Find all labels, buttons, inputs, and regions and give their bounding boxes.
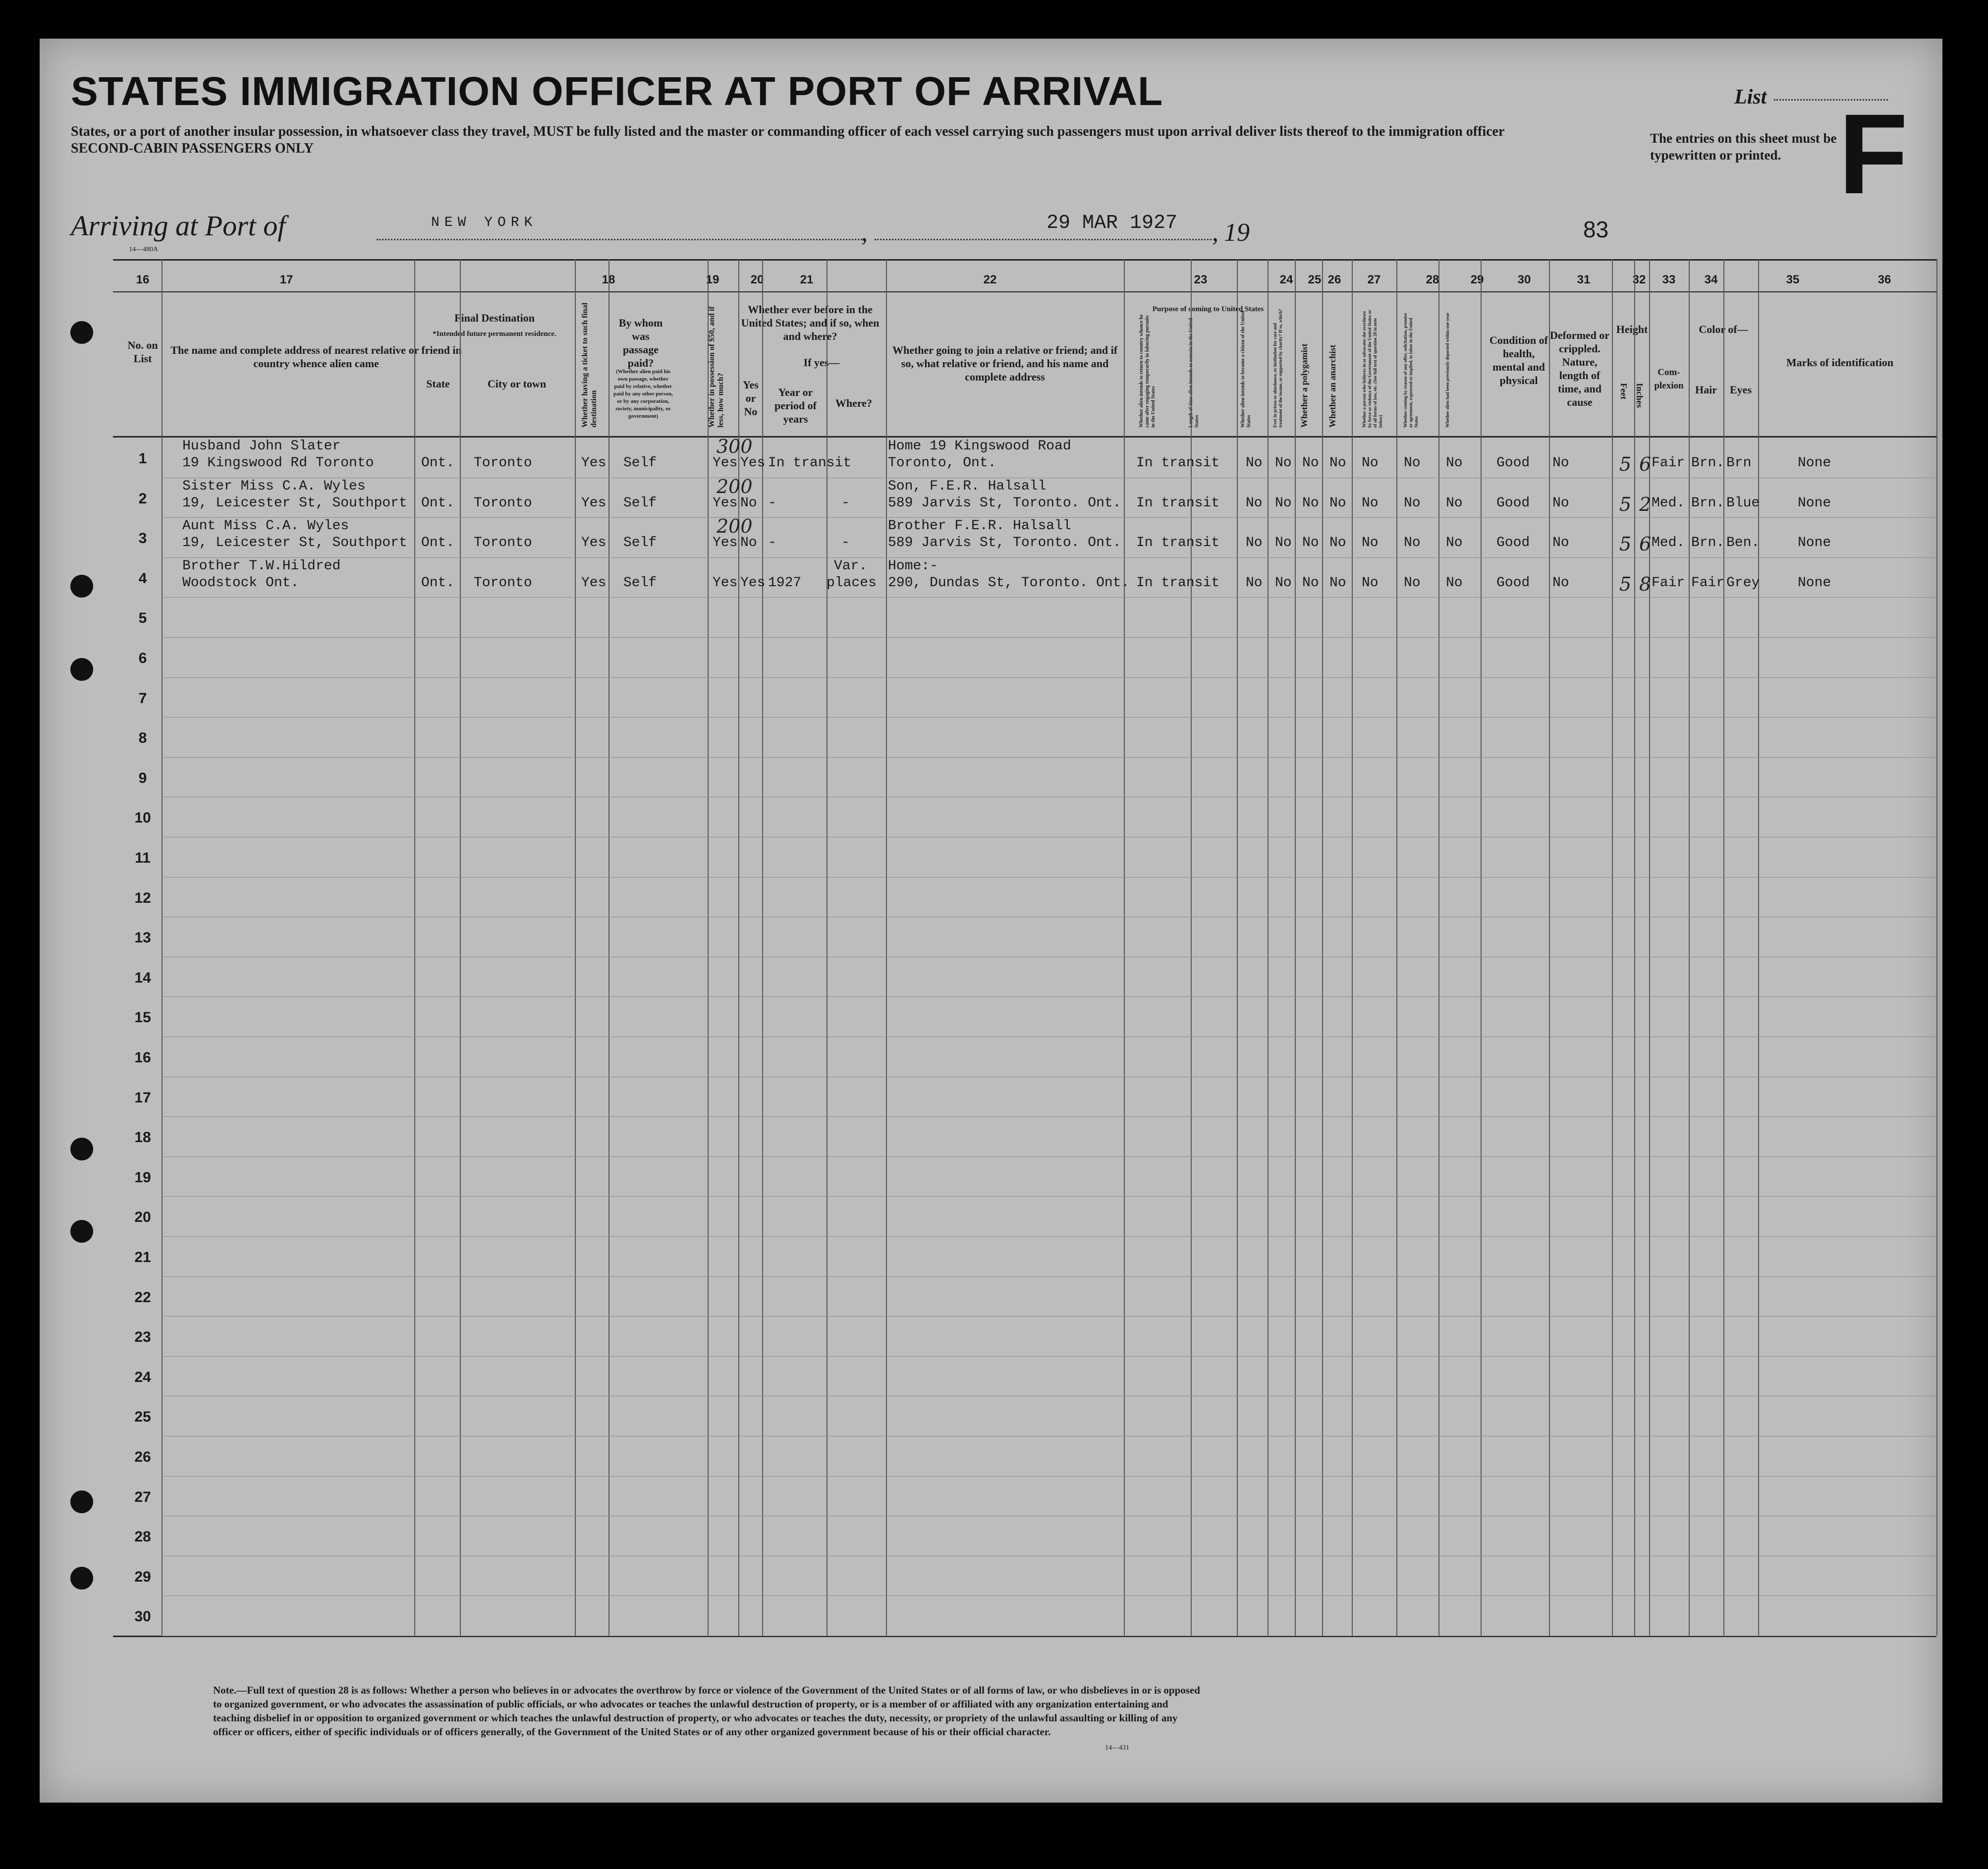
purpose-value: In transit bbox=[1136, 575, 1220, 591]
date-line bbox=[875, 239, 1212, 240]
header-height: Height bbox=[1616, 323, 1648, 335]
header-state: State bbox=[426, 378, 450, 390]
column-rule bbox=[460, 259, 461, 1636]
hair-value: Fair bbox=[1691, 575, 1725, 591]
port-value: NEW YORK bbox=[431, 215, 538, 230]
height-feet-value: 5 bbox=[1619, 493, 1632, 515]
row-number: 11 bbox=[135, 850, 151, 866]
col26-value: No bbox=[1275, 535, 1292, 551]
joining-relative: Brother F.E.R. Halsall bbox=[888, 518, 1071, 534]
column-number: 21 bbox=[800, 273, 814, 286]
column-rule bbox=[1758, 259, 1759, 1636]
form-code: 14—480A bbox=[129, 246, 159, 253]
header-29: Whether coming by reason of any offer, solicitation, promise or agreement, expressed or implied, to labor in the United States bbox=[1403, 313, 1419, 428]
column-rule bbox=[414, 259, 415, 1636]
row-rule bbox=[162, 1156, 1936, 1157]
row-number: 29 bbox=[134, 1568, 151, 1585]
row-number: 28 bbox=[134, 1529, 151, 1545]
before-year-value: - bbox=[768, 495, 776, 511]
column-number: 19 bbox=[706, 273, 719, 286]
joining-relative: Home 19 Kingswood Road bbox=[888, 439, 1071, 454]
complexion-value: Fair bbox=[1652, 455, 1685, 471]
row-rule bbox=[162, 597, 1936, 598]
sheet-letter: F bbox=[1838, 90, 1908, 218]
row-number: 30 bbox=[134, 1608, 151, 1625]
column-rule bbox=[886, 259, 887, 1636]
header-24b: Length of time alien intends to remain in the United States bbox=[1188, 318, 1200, 428]
binder-hole bbox=[70, 321, 93, 344]
anarchist-value: No bbox=[1329, 535, 1346, 551]
column-number: 24 bbox=[1279, 273, 1293, 286]
row-number: 9 bbox=[138, 770, 147, 786]
row-rule bbox=[162, 1196, 1936, 1197]
before-where-value: Var. bbox=[834, 558, 868, 574]
passage-paid-value: Self bbox=[623, 495, 657, 511]
header-color-of: Color of— bbox=[1699, 323, 1748, 335]
column-number-rule bbox=[113, 291, 1936, 292]
before-year-value: In transit bbox=[768, 455, 852, 471]
money-amount-handwritten: 300 bbox=[717, 436, 753, 457]
before-in-us-value: Yes bbox=[740, 455, 766, 471]
relative-address: 19 Kingswood Rd Toronto bbox=[182, 455, 374, 471]
header-purpose: Purpose of coming to United States bbox=[1152, 305, 1264, 313]
column-rule bbox=[1438, 259, 1439, 1636]
money-value: Yes bbox=[713, 455, 738, 471]
complexion-value: Med. bbox=[1652, 535, 1685, 551]
row-number: 4 bbox=[138, 570, 147, 587]
header-yes-no: Yes or No bbox=[743, 379, 759, 418]
header-before-in-us: Whether ever before in the United States; and if so, when and where? bbox=[741, 303, 880, 342]
polygamist-value: No bbox=[1302, 495, 1319, 511]
table-top-rule bbox=[113, 259, 1936, 261]
column-number: 35 bbox=[1786, 273, 1800, 286]
relative-name: Sister Miss C.A. Wyles bbox=[182, 478, 366, 494]
row-number: 1 bbox=[138, 450, 147, 467]
column-rule bbox=[708, 259, 709, 1636]
relative-address: 19, Leicester St, Southport bbox=[182, 495, 407, 511]
header-where: Where? bbox=[835, 397, 873, 409]
comma-separator: , bbox=[1212, 219, 1218, 247]
column-number: 29 bbox=[1470, 273, 1484, 286]
row-rule bbox=[162, 877, 1936, 878]
header-hair: Hair bbox=[1695, 384, 1717, 396]
column-rule bbox=[575, 259, 576, 1636]
before-in-us-value: No bbox=[740, 495, 757, 511]
col29-value: No bbox=[1404, 455, 1421, 471]
relative-name: Aunt Miss C.A. Wyles bbox=[182, 518, 349, 534]
complexion-value: Med. bbox=[1652, 495, 1685, 511]
row-number: 10 bbox=[134, 810, 151, 826]
hair-value: Brn. bbox=[1691, 455, 1725, 471]
binder-hole bbox=[70, 1220, 93, 1243]
row-rule bbox=[162, 757, 1936, 758]
footer-note: Note.—Full text of question 28 is as follows: Whether a person who believes in or advocates the overthrow by force or violence of the Government of the United States or of all forms of law, or who disbelieves in or is opposed to organized government, or who advocates the assassination of public officials, or who advocates or teaches the unlawful destruction of property, or is a member of or affiliated with any organization entertaining and teaching disbelief in or opposition to organized government or which teaches the unlawful destruction of property, or who advocates or teaches the duty, necessity, or propriety of the unlawful assaulting or killing of any officer or officers, either of specific individuals or of officers generally, of the Government of the United States or of any other organized government because of his or their official character. bbox=[213, 1684, 1200, 1738]
col30-value: No bbox=[1446, 495, 1463, 511]
destination-state: Ont. bbox=[421, 535, 455, 551]
row-number: 17 bbox=[134, 1089, 151, 1106]
header-final-destination: Final Destination bbox=[454, 312, 535, 324]
header-deformed: Deformed or crippled. Nature, length of time, and cause bbox=[1549, 329, 1610, 408]
row-rule bbox=[162, 996, 1936, 997]
date-stamp: 29 MAR 1927 bbox=[1047, 212, 1178, 234]
destination-city: Toronto bbox=[474, 495, 532, 511]
money-amount-handwritten: 200 bbox=[717, 515, 753, 538]
passage-paid-value: Self bbox=[623, 535, 657, 551]
before-in-us-value: No bbox=[740, 535, 757, 551]
column-number: 34 bbox=[1704, 273, 1718, 286]
eyes-value: Grey bbox=[1726, 575, 1760, 591]
purpose-value: In transit bbox=[1136, 495, 1220, 511]
header-no-on-list: No. on List bbox=[127, 339, 158, 365]
column-rule bbox=[1481, 259, 1482, 1636]
height-inches-value: 8 bbox=[1639, 573, 1652, 595]
col25-value: No bbox=[1246, 495, 1263, 511]
row-number: 6 bbox=[138, 650, 147, 666]
col28-value: No bbox=[1362, 455, 1379, 471]
money-value: Yes bbox=[713, 495, 738, 511]
column-rule bbox=[738, 259, 739, 1636]
row-rule bbox=[162, 1595, 1936, 1596]
height-inches-value: 2 bbox=[1639, 493, 1652, 515]
column-rule bbox=[1124, 259, 1125, 1636]
row-rule bbox=[162, 1476, 1936, 1477]
before-year-value: - bbox=[768, 535, 776, 551]
col26-value: No bbox=[1275, 575, 1292, 591]
row-rule bbox=[162, 517, 1936, 518]
entries-note: The entries on this sheet must be typewritten or printed. bbox=[1650, 131, 1837, 163]
col25-value: No bbox=[1246, 575, 1263, 591]
row-number: 21 bbox=[134, 1249, 151, 1265]
column-number: 17 bbox=[279, 273, 293, 286]
eyes-value: Ben. bbox=[1726, 535, 1760, 551]
marks-value: None bbox=[1798, 455, 1831, 471]
column-number: 27 bbox=[1367, 273, 1381, 286]
hair-value: Brn. bbox=[1691, 495, 1725, 511]
header-year-period: Year or period of years bbox=[774, 386, 817, 425]
column-rule bbox=[1237, 259, 1238, 1636]
relative-address: Woodstock Ont. bbox=[182, 575, 299, 591]
row-number: 22 bbox=[134, 1289, 151, 1306]
hair-value: Brn. bbox=[1691, 535, 1725, 551]
header-joining: Whether going to join a relative or friend; and if so, what relative or friend, and his name and complete address bbox=[892, 344, 1118, 383]
header-passage-note: (Whether alien paid his own passage, whether paid by relative, whether paid by any other person, or by any corporation, society, municipality, or government) bbox=[613, 369, 673, 419]
row-rule bbox=[162, 1276, 1936, 1277]
column-number: 30 bbox=[1517, 273, 1531, 286]
before-where-value: places bbox=[827, 575, 877, 591]
header-26-small: Ever in prison or almshouse, or institution for care and treatment of the insane, or supported by charity? If so, which? bbox=[1272, 309, 1283, 428]
header-city: City or town bbox=[487, 378, 547, 390]
header-24a: Whether alien intends to return to country whence he came after engaging temporarily in laboring pursuits in the United States bbox=[1139, 314, 1156, 428]
height-feet-value: 5 bbox=[1619, 453, 1632, 475]
destination-state: Ont. bbox=[421, 495, 455, 511]
joining-address: 290, Dundas St, Toronto. Ont. bbox=[888, 575, 1130, 591]
binder-hole bbox=[70, 658, 93, 681]
ticket-value: Yes bbox=[581, 495, 607, 511]
col25-value: No bbox=[1246, 535, 1263, 551]
column-number: 22 bbox=[983, 273, 997, 286]
header-final-destination-note: *Intended future permanent residence. bbox=[433, 330, 556, 338]
height-inches-value: 6 bbox=[1639, 533, 1652, 555]
column-number: 36 bbox=[1878, 273, 1891, 286]
binder-hole bbox=[70, 1138, 93, 1160]
height-feet-value: 5 bbox=[1619, 533, 1632, 555]
joining-relative: Home:- bbox=[888, 558, 938, 574]
column-number: 16 bbox=[136, 273, 150, 286]
col29-value: No bbox=[1404, 575, 1421, 591]
relative-name: Husband John Slater bbox=[182, 439, 341, 454]
header-marks: Marks of identification bbox=[1786, 356, 1894, 369]
header-condition: Condition of health, mental and physical bbox=[1490, 334, 1548, 386]
destination-city: Toronto bbox=[474, 535, 532, 551]
anarchist-value: No bbox=[1329, 495, 1346, 511]
header-30: Whether alien had been previously deported within one year bbox=[1445, 312, 1450, 428]
relative-address: 19, Leicester St, Southport bbox=[182, 535, 407, 551]
purpose-value: In transit bbox=[1136, 455, 1220, 471]
row-number: 7 bbox=[138, 690, 147, 707]
col30-value: No bbox=[1446, 455, 1463, 471]
row-number: 27 bbox=[134, 1488, 151, 1505]
binder-hole bbox=[70, 575, 93, 598]
deformed-value: No bbox=[1552, 455, 1569, 471]
column-number: 28 bbox=[1426, 273, 1439, 286]
header-anarchist: Whether an anarchist bbox=[1327, 344, 1337, 428]
column-number: 25 bbox=[1308, 273, 1322, 286]
before-where-value: - bbox=[841, 495, 850, 511]
joining-address: 589 Jarvis St, Toronto. Ont. bbox=[888, 535, 1121, 551]
column-rule bbox=[1396, 259, 1397, 1636]
polygamist-value: No bbox=[1302, 535, 1319, 551]
column-rule bbox=[608, 259, 609, 1636]
col29-value: No bbox=[1404, 535, 1421, 551]
row-number: 16 bbox=[134, 1049, 151, 1066]
money-amount-handwritten: 200 bbox=[717, 475, 753, 497]
height-feet-value: 5 bbox=[1619, 573, 1632, 595]
header-complexion: Com-plexion bbox=[1654, 367, 1684, 391]
comma-separator: , bbox=[861, 219, 868, 247]
row-rule bbox=[162, 1236, 1936, 1237]
list-number: 83 bbox=[1583, 217, 1609, 242]
header-ticket: Whether having a ticket to such final destination bbox=[581, 302, 598, 428]
header-polygamist: Whether a polygamist bbox=[1299, 343, 1309, 428]
row-rule bbox=[162, 557, 1936, 558]
col29-value: No bbox=[1404, 495, 1421, 511]
page-title: STATES IMMIGRATION OFFICER AT PORT OF ARRIVAL bbox=[71, 69, 1163, 114]
anarchist-value: No bbox=[1329, 455, 1346, 471]
anarchist-value: No bbox=[1329, 575, 1346, 591]
header-bottom-rule bbox=[113, 436, 1936, 438]
col30-value: No bbox=[1446, 575, 1463, 591]
marks-value: None bbox=[1798, 575, 1831, 591]
column-number: 26 bbox=[1327, 273, 1341, 286]
column-rule bbox=[1352, 259, 1353, 1636]
purpose-value: In transit bbox=[1136, 535, 1220, 551]
footer-form-code: 14—431 bbox=[1105, 1744, 1129, 1752]
row-rule bbox=[162, 1316, 1936, 1317]
polygamist-value: No bbox=[1302, 455, 1319, 471]
passage-paid-value: Self bbox=[623, 575, 657, 591]
ticket-value: Yes bbox=[581, 575, 607, 591]
eyes-value: Brn bbox=[1726, 455, 1752, 471]
row-number: 23 bbox=[134, 1329, 151, 1346]
row-number: 15 bbox=[134, 1009, 151, 1026]
deformed-value: No bbox=[1552, 535, 1569, 551]
header-instructions: States, or a port of another insular possession, in whatsoever class they travel, MUST be fully listed and the master or commanding officer of each vessel carrying such passengers must upon arrival deliver lists thereof to the immigration officer bbox=[71, 124, 1505, 139]
column-rule bbox=[1549, 259, 1550, 1636]
header-passage-paid: By whom was passage paid? bbox=[618, 317, 663, 369]
joining-relative: Son, F.E.R. Halsall bbox=[888, 478, 1047, 494]
ticket-value: Yes bbox=[581, 535, 607, 551]
col28-value: No bbox=[1362, 535, 1379, 551]
arriving-label: Arriving at Port of bbox=[71, 210, 286, 242]
row-number: 19 bbox=[134, 1169, 151, 1186]
row-rule bbox=[162, 637, 1936, 638]
row-number: 25 bbox=[134, 1409, 151, 1426]
row-number: 5 bbox=[138, 610, 147, 627]
money-value: Yes bbox=[713, 575, 738, 591]
height-inches-value: 6 bbox=[1639, 453, 1652, 475]
before-year-value: 1927 bbox=[768, 575, 802, 591]
col26-value: No bbox=[1275, 495, 1292, 511]
health-value: Good bbox=[1496, 575, 1530, 591]
ticket-value: Yes bbox=[581, 455, 607, 471]
col25-value: No bbox=[1246, 455, 1263, 471]
complexion-value: Fair bbox=[1652, 575, 1685, 591]
row-number: 20 bbox=[134, 1209, 151, 1226]
joining-address: 589 Jarvis St, Toronto. Ont. bbox=[888, 495, 1121, 511]
col28-value: No bbox=[1362, 575, 1379, 591]
manifest-table bbox=[113, 259, 1936, 1637]
header-28: Whether a person who believes in or advocates the overthrow by force or violence of the Government of the United States or of all forms of law, etc. (See full text of question 28 in note below) bbox=[1362, 310, 1383, 428]
column-number: 20 bbox=[750, 273, 764, 286]
deformed-value: No bbox=[1552, 575, 1569, 591]
passenger-class: SECOND-CABIN PASSENGERS ONLY bbox=[71, 141, 314, 156]
year-prefix: 19 bbox=[1224, 219, 1250, 247]
column-number: 18 bbox=[602, 273, 615, 286]
passage-paid-value: Self bbox=[623, 455, 657, 471]
polygamist-value: No bbox=[1302, 575, 1319, 591]
port-line bbox=[377, 239, 862, 240]
header-if-yes: If yes— bbox=[803, 356, 840, 369]
header-relative: The name and complete address of nearest relative or friend in country whence alien came bbox=[170, 344, 462, 370]
row-number: 26 bbox=[134, 1449, 151, 1465]
marks-value: None bbox=[1798, 535, 1831, 551]
row-number: 12 bbox=[134, 889, 151, 906]
row-number: 3 bbox=[138, 530, 147, 547]
health-value: Good bbox=[1496, 455, 1530, 471]
col26-value: No bbox=[1275, 455, 1292, 471]
destination-city: Toronto bbox=[474, 575, 532, 591]
header-eyes: Eyes bbox=[1730, 384, 1752, 396]
destination-city: Toronto bbox=[474, 455, 532, 471]
health-value: Good bbox=[1496, 495, 1530, 511]
column-number: 23 bbox=[1194, 273, 1208, 286]
row-number: 14 bbox=[134, 969, 151, 986]
row-rule bbox=[162, 677, 1936, 678]
column-rule bbox=[1268, 259, 1269, 1636]
health-value: Good bbox=[1496, 535, 1530, 551]
binder-hole bbox=[70, 1490, 93, 1513]
column-rule bbox=[1689, 259, 1690, 1636]
eyes-value: Blue bbox=[1726, 495, 1760, 511]
column-rule bbox=[1612, 259, 1613, 1636]
row-number: 18 bbox=[134, 1129, 151, 1146]
row-number: 13 bbox=[134, 930, 151, 946]
row-rule bbox=[162, 1116, 1936, 1117]
column-rule bbox=[1936, 259, 1937, 1636]
binder-hole bbox=[70, 1567, 93, 1590]
row-number: 8 bbox=[138, 730, 147, 747]
col28-value: No bbox=[1362, 495, 1379, 511]
header-money: Whether in possession of $50, and if less, how much? bbox=[708, 306, 725, 428]
money-value: Yes bbox=[713, 535, 738, 551]
header-feet: Feet bbox=[1619, 383, 1629, 399]
header-inches: Inches bbox=[1635, 383, 1645, 408]
row-rule bbox=[162, 1356, 1936, 1357]
col30-value: No bbox=[1446, 535, 1463, 551]
header-25: Whether alien intends to become a citizen of the United States bbox=[1240, 311, 1252, 428]
destination-state: Ont. bbox=[421, 575, 455, 591]
destination-state: Ont. bbox=[421, 455, 455, 471]
column-number: 33 bbox=[1662, 273, 1676, 286]
before-where-value: - bbox=[841, 535, 850, 551]
joining-address: Toronto, Ont. bbox=[888, 455, 996, 471]
column-number: 31 bbox=[1577, 273, 1591, 286]
deformed-value: No bbox=[1552, 495, 1569, 511]
column-rule bbox=[1322, 259, 1323, 1636]
column-rule bbox=[1295, 259, 1296, 1636]
column-number: 32 bbox=[1632, 273, 1646, 286]
before-in-us-value: Yes bbox=[740, 575, 766, 591]
marks-value: None bbox=[1798, 495, 1831, 511]
column-rule bbox=[162, 259, 163, 1636]
column-rule bbox=[1634, 259, 1635, 1636]
list-label: List bbox=[1734, 86, 1767, 109]
relative-name: Brother T.W.Hildred bbox=[182, 558, 341, 574]
row-number: 24 bbox=[134, 1369, 151, 1385]
row-number: 2 bbox=[138, 490, 147, 507]
